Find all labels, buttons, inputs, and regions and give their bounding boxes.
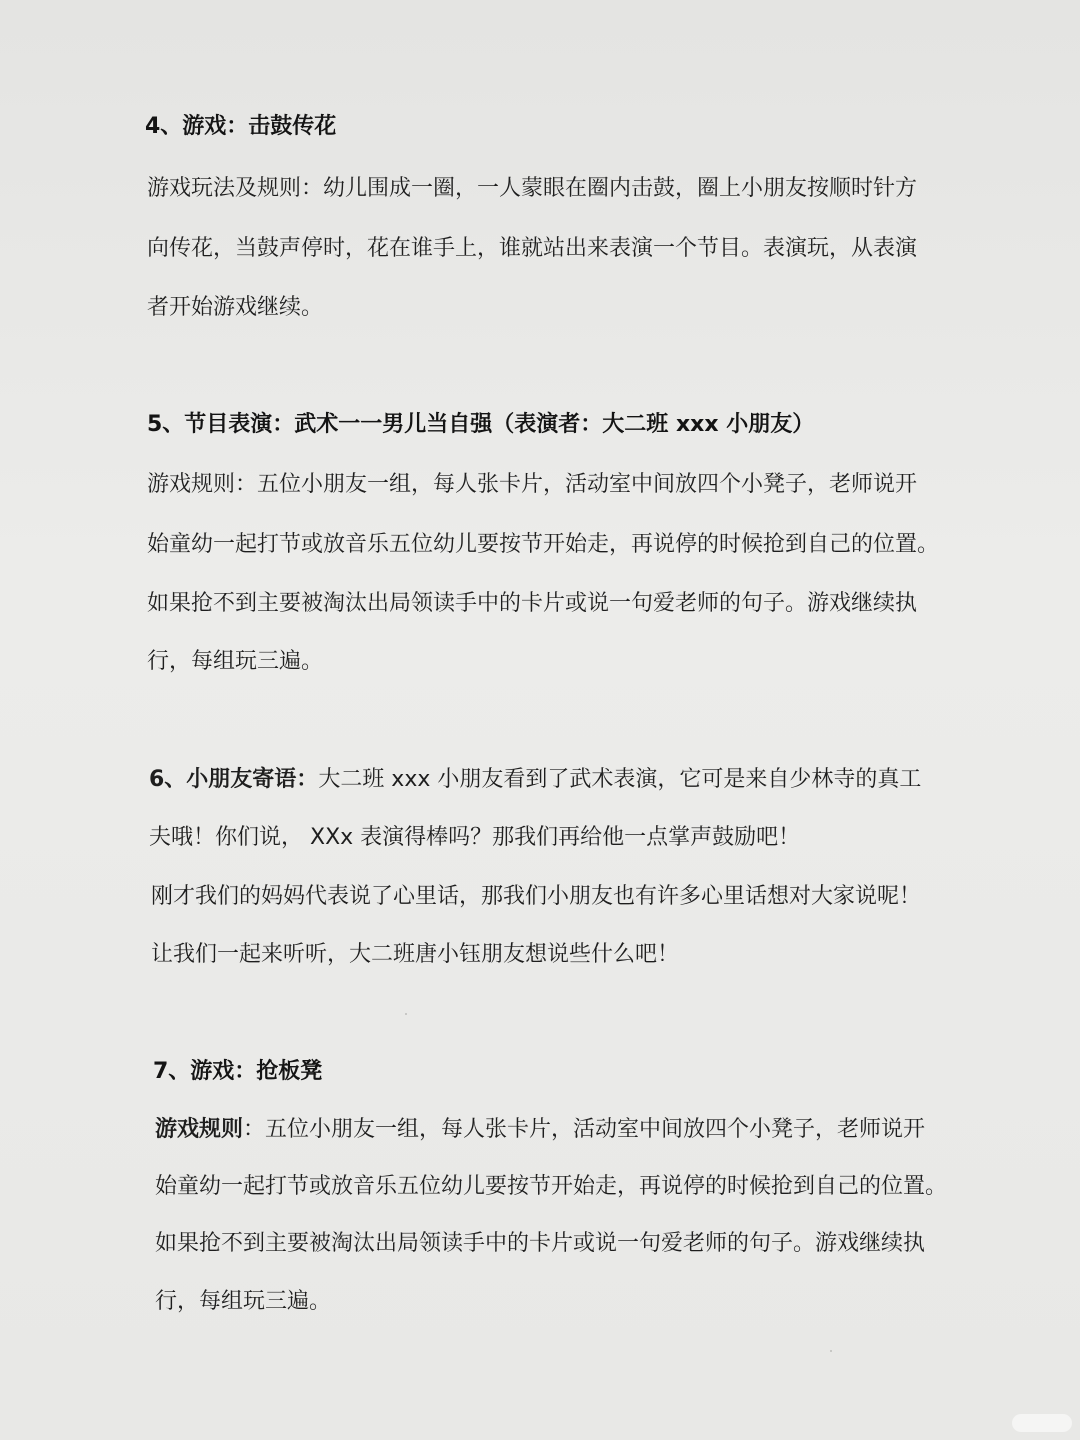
section-4-heading: 4、游戏：击鼓传花 [145, 114, 337, 139]
section-7-line-1 [155, 1115, 925, 1145]
section-7-line-3: 如果抢不到主要被淘汰出局领读手中的卡片或说一句爱老师的句子。游戏继续执 [155, 1231, 926, 1256]
paper-speck [830, 1350, 832, 1352]
section-7-line-2: 始童幼一起打节或放音乐五位幼儿要按节开始走，再说停的时候抢到自己的位置。 [155, 1174, 948, 1199]
section-4-line-3: 者开始游戏继续。 [147, 295, 324, 320]
section-5-heading: 5、节目表演：武术一一男儿当自强（表演者：大二班 xxx 小朋友） [147, 412, 815, 437]
section-6-line-4: 让我们一起来听听，大二班唐小钰朋友想说些什么吧！ [151, 942, 680, 967]
section-6-label: 6、小朋友寄语： [149, 767, 319, 792]
section-6-line-1-text: 大二班 xxx 小朋友看到了武术表演，它可是来自少林寺的真工 [318, 767, 922, 792]
section-6-line-1 [149, 765, 921, 795]
section-6-line-2: 夫哦！你们说， XXx 表演得棒吗？那我们再给他一点掌声鼓励吧！ [149, 825, 801, 850]
section-5-line-1: 游戏规则：五位小朋友一组，每人张卡片，活动室中间放四个小凳子，老师说开 [147, 472, 918, 497]
watermark-badge [1012, 1414, 1072, 1432]
section-7-line-1-text: ：五位小朋友一组，每人张卡片，活动室中间放四个小凳子，老师说开 [243, 1117, 926, 1142]
section-4-line-2: 向传花，当鼓声停时，花在谁手上，谁就站出来表演一个节目。表演玩，从表演 [147, 236, 918, 261]
section-6-line-3: 刚才我们的妈妈代表说了心里话，那我们小朋友也有许多心里话想对大家说呢！ [151, 884, 922, 909]
paper-speck [405, 1013, 407, 1015]
section-4-line-1: 游戏玩法及规则：幼儿围成一圈，一人蒙眼在圈内击鼓，圈上小朋友按顺时针方 [147, 176, 918, 201]
section-7-line-4: 行，每组玩三遍。 [155, 1289, 332, 1314]
section-5-line-2: 始童幼一起打节或放音乐五位幼儿要按节开始走，再说停的时候抢到自己的位置。 [147, 532, 940, 557]
section-7-heading: 7、游戏：抢板凳 [153, 1059, 323, 1084]
section-7-label: 游戏规则 [155, 1117, 244, 1142]
section-5-line-4: 行，每组玩三遍。 [147, 649, 324, 674]
section-5-line-3: 如果抢不到主要被淘汰出局领读手中的卡片或说一句爱老师的句子。游戏继续执 [147, 591, 918, 616]
